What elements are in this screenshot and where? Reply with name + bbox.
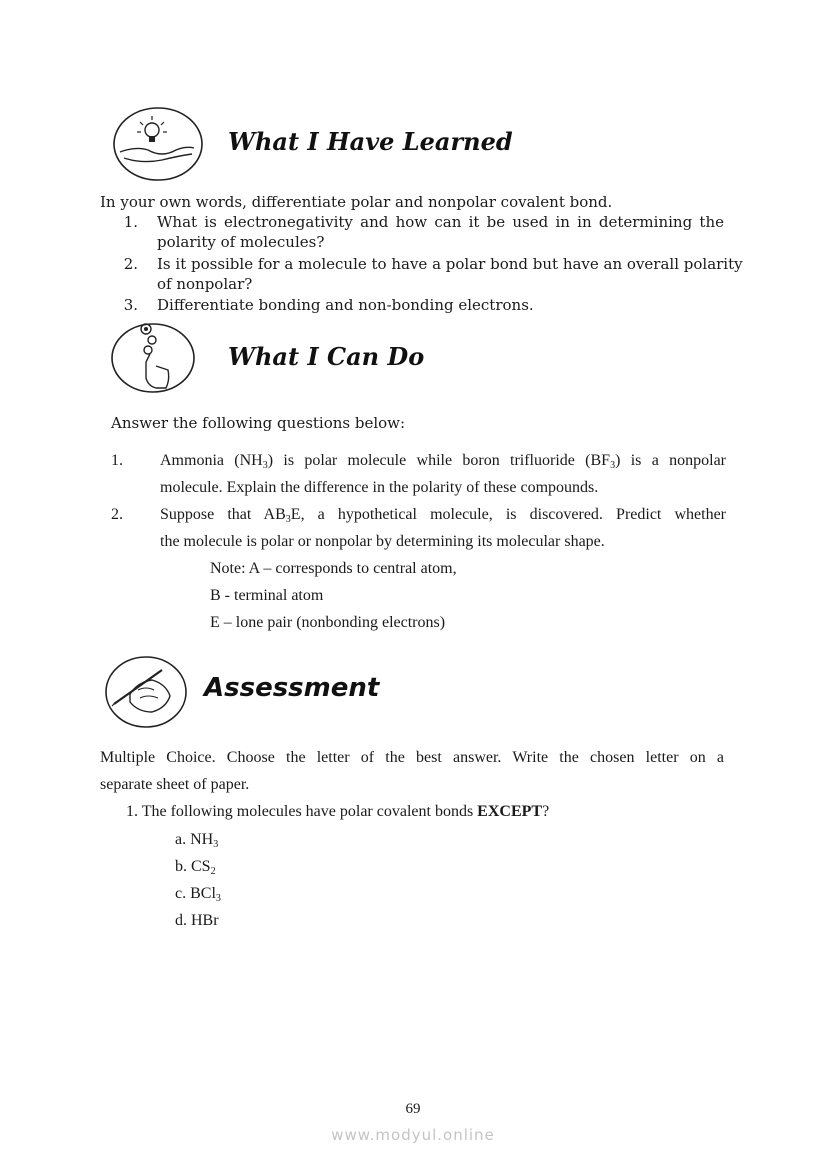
assessment-question-1: 1. The following molecules have polar covalent bonds EXCEPT? [126,803,550,820]
can-do-note-3: E – lone pair (nonbonding electrons) [210,614,446,631]
can-do-note-1: Note: A – corresponds to central atom, [210,560,457,577]
learned-item-2-line1: Is it possible for a molecule to have a polar bond but have an overall polarity [157,255,743,273]
can-do-q2-line2: the molecule is polar or nonpolar by determining its molecular shape. [160,533,605,550]
can-do-icon [110,320,196,394]
learned-item-1-number: 1. [123,213,138,231]
learned-item-1-line1: What is electronegativity and how can it be used in in determining the [157,213,724,231]
gears-hand-icon [110,320,196,394]
choice-d: d. HBr [175,912,219,929]
assessment-instructions-line1: Multiple Choice. Choose the letter of the best answer. Write the chosen letter on a [100,749,724,766]
learned-intro: In your own words, differentiate polar and nonpolar covalent bond. [100,193,613,211]
learned-icon [112,106,204,182]
can-do-q2-number: 2. [111,506,123,523]
choice-a: a. $NH_3$ [175,831,219,850]
learned-item-1-line2: polarity of molecules? [157,233,325,251]
page-number: 69 [405,1101,421,1117]
section-title-learned: What I Have Learned [228,127,513,156]
section-title-can-do: What I Can Do [228,342,425,371]
learned-item-3-line1: Differentiate bonding and non-bonding electrons. [157,296,534,314]
assessment-instructions-line2: separate sheet of paper. [100,776,250,793]
assessment-icon [104,654,188,730]
can-do-q2-line1: Suppose that $AB_3E$, a hypothetical molecule, is discovered. Predict whether [160,506,727,525]
can-do-intro: Answer the following questions below: [111,414,406,432]
watermark: www.modyul.online [331,1126,495,1144]
lightbulb-hand-icon [112,106,204,182]
can-do-q1-number: 1. [111,452,123,469]
learned-item-2-line2: of nonpolar? [157,275,253,293]
learned-item-3-number: 3. [123,296,138,314]
section-title-assessment: Assessment [204,673,380,703]
writing-hand-icon [104,654,188,730]
choice-b: b. $CS_2$ [175,858,216,877]
learned-item-2-number: 2. [123,255,138,273]
question-emphasis: EXCEPT [477,803,543,820]
can-do-q1-line1: Ammonia $(NH_3)$ is polar molecule while boron trifluoride $(BF_3)$ is a nonpolar [160,452,727,471]
choice-c: c. BCl$_3$ [175,885,221,904]
can-do-q1-line2: molecule. Explain the difference in the polarity of these compounds. [160,479,599,496]
can-do-note-2: B - terminal atom [210,587,324,604]
